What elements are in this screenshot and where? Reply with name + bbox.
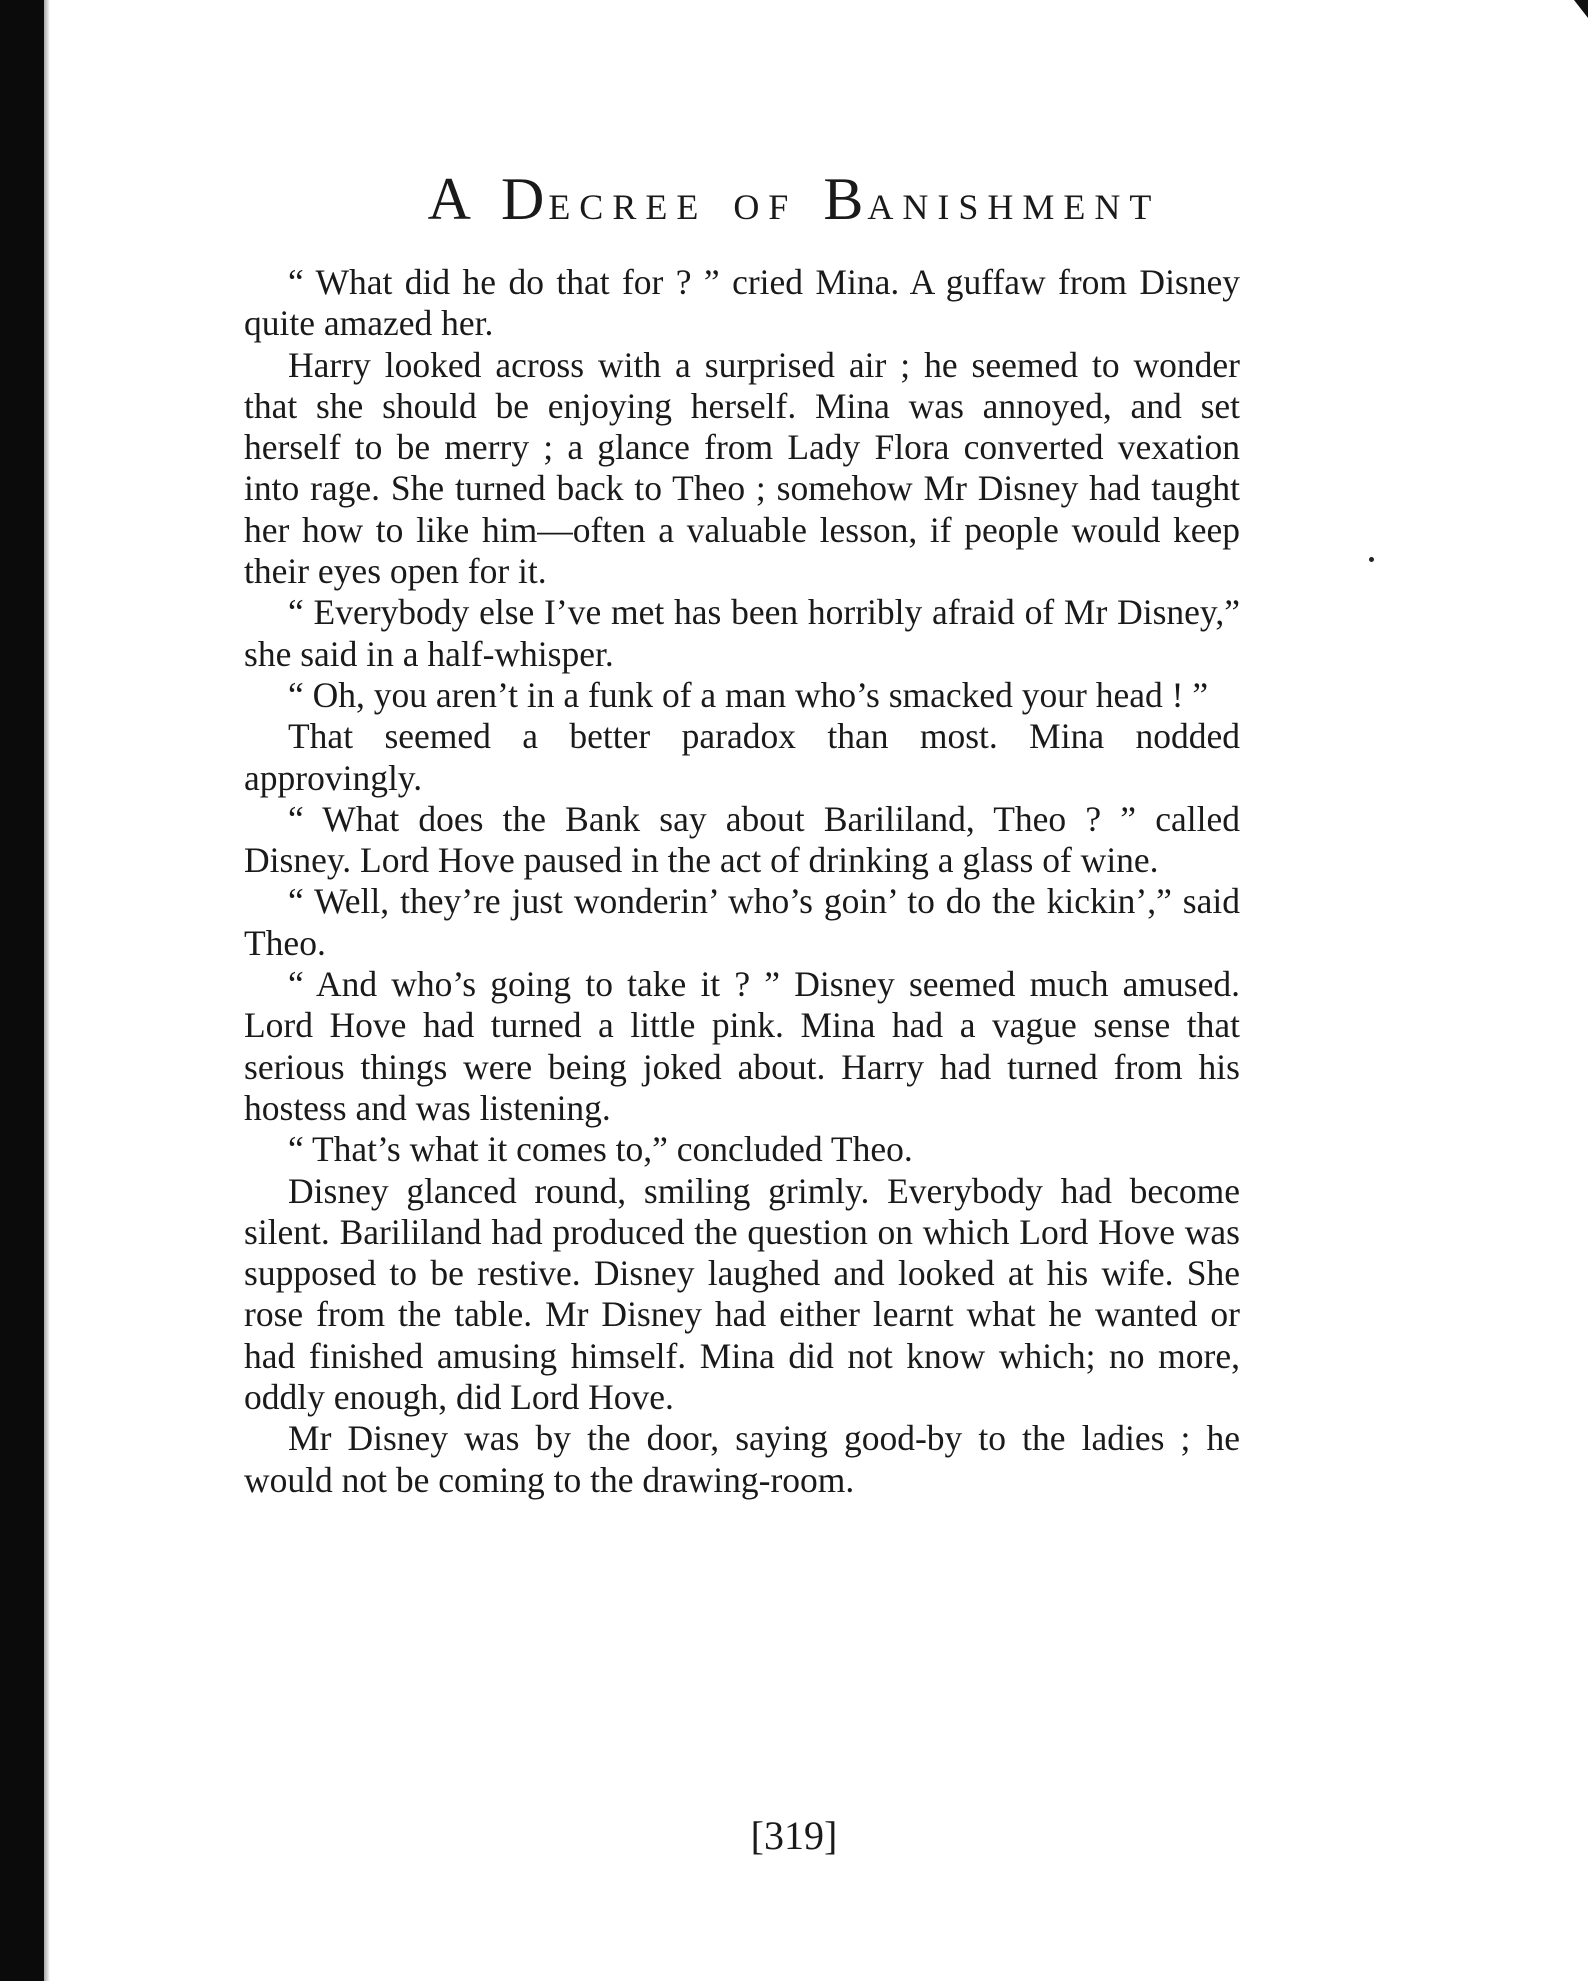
body-text bbox=[244, 262, 1240, 1501]
running-head-word-of: OF bbox=[733, 187, 798, 227]
paragraph: “ What does the Bank say about Barililand, Theo ? ” called Disney. Lord Hove paused in the act of drinking a glass of wine. bbox=[244, 798, 1240, 881]
paragraph: Disney glanced round, smiling grimly. Everybody had become silent. Barililand had produced the question on which Lord Hove was supposed to be restive. Disney laughed and looked at his wife. She rose from the table. Mr Disney had either learnt what he wanted or had finished amusing himself. Mina did not know which; no more, oddly enough, did Lord Hove. bbox=[244, 1170, 1240, 1418]
speck-mark bbox=[1369, 557, 1374, 562]
page-binding-edge bbox=[0, 0, 44, 1981]
paragraph: “ And who’s going to take it ? ” Disney seemed much amused. Lord Hove had turned a little pink. Mina had a vague sense that serious things were being joked about. Harry had turned from his hostess and was listening. bbox=[244, 964, 1240, 1128]
paragraph: “ That’s what it comes to,” concluded Theo. bbox=[288, 1129, 913, 1170]
corner-mark bbox=[1574, 0, 1588, 18]
paragraph: “ Well, they’re just wonderin’ who’s goin’ to do the kickin’,” said Theo. bbox=[244, 881, 1240, 963]
paragraph: “ What did he do that for ? ” cried Mina. A guffaw from Disney quite amazed her. bbox=[244, 262, 1240, 344]
paragraph: “ Everybody else I’ve met has been horribly afraid of Mr Disney,” she said in a half-whisper. bbox=[244, 592, 1240, 674]
running-head bbox=[0, 165, 1588, 234]
running-head-word-a: A bbox=[427, 166, 475, 232]
paragraph: Harry looked across with a surprised air ; he seemed to wonder that she should be enjoying herself. Mina was annoyed, and set herself to be merry ; a glance from Lady Flora converted vexation into rage. She turned back to Theo ; somehow Mr Disney had taught her how to like him—often a valuable lesson, if people would keep their eyes open for it. bbox=[244, 344, 1240, 592]
paragraph: Mr Disney was by the door, saying good-by to the ladies ; he would not be coming to the drawing-room. bbox=[244, 1418, 1240, 1500]
running-head-initial-d: D bbox=[500, 166, 549, 232]
running-head-word-decree: ECREE bbox=[548, 187, 708, 227]
running-head-initial-b: B bbox=[823, 166, 868, 232]
paragraph: That seemed a better paradox than most. Mina nodded approvingly. bbox=[244, 716, 1240, 798]
paragraph: “ Oh, you aren’t in a funk of a man who’s smacked your head ! ” bbox=[288, 674, 1209, 715]
page-number: [319] bbox=[750, 1813, 838, 1858]
running-head-word-banishment: ANISHMENT bbox=[867, 187, 1161, 227]
